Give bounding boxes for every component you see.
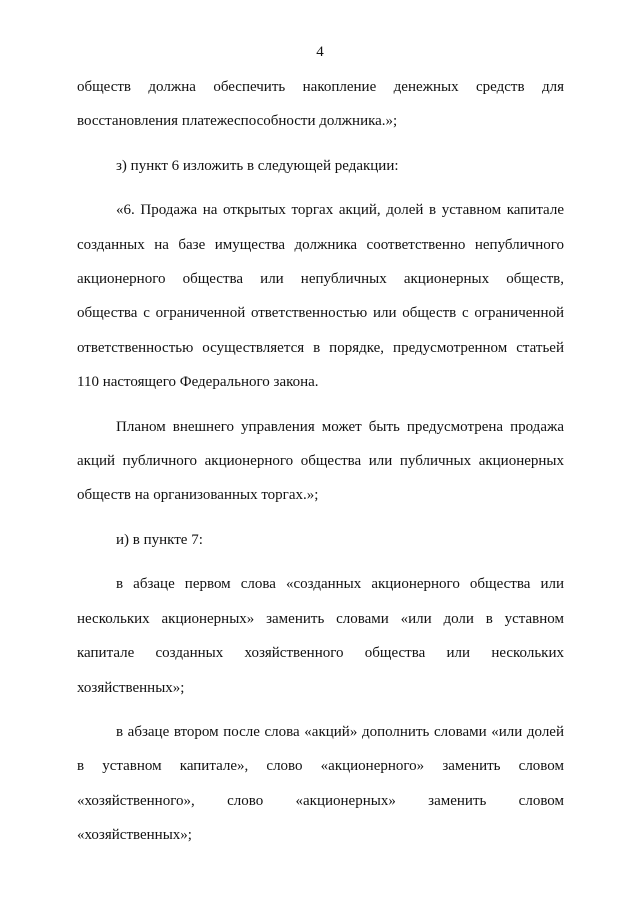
text-line: в уставном капитале», слово «акционерного» заменить словом bbox=[77, 758, 564, 775]
text-line: «хозяйственных»; bbox=[77, 827, 192, 844]
document-body bbox=[77, 70, 564, 853]
text-line: Планом внешнего управления может быть предусмотрена продажа bbox=[116, 418, 564, 435]
text-line: ответственностью осуществляется в порядке, предусмотренном статьей bbox=[77, 339, 564, 356]
text-line: созданных на базе имущества должника соответственно непубличного bbox=[77, 236, 564, 253]
text-line: капитале созданных хозяйственного общества или нескольких bbox=[77, 645, 564, 662]
text-line: 110 настоящего Федерального закона. bbox=[77, 374, 319, 391]
page-number: 4 bbox=[316, 44, 324, 60]
text-line: в абзаце втором после слова «акций» дополнить словами «или долей bbox=[116, 723, 564, 740]
text-line: нескольких акционерных» заменить словами «или доли в уставном bbox=[77, 610, 564, 627]
text-line: восстановления платежеспособности должника.»; bbox=[77, 113, 398, 130]
text-line: «6. Продажа на открытых торгах акций, долей в уставном капитале bbox=[116, 202, 564, 219]
text-line: «хозяйственного», слово «акционерных» заменить словом bbox=[77, 792, 564, 809]
text-line: обществ на организованных торгах.»; bbox=[77, 487, 319, 504]
text-line: хозяйственных»; bbox=[77, 679, 185, 696]
text-line: з) пункт 6 изложить в следующей редакции: bbox=[116, 157, 399, 174]
text-line: и) в пункте 7: bbox=[116, 531, 203, 548]
text-line: акционерного общества или непубличных акционерных обществ, bbox=[77, 271, 564, 288]
text-line: общества с ограниченной ответственностью или обществ с ограниченной bbox=[77, 305, 564, 322]
text-line: акций публичного акционерного общества или публичных акционерных bbox=[77, 453, 564, 470]
text-line: обществ должна обеспечить накопление денежных средств для bbox=[77, 79, 564, 95]
text-line: в абзаце первом слова «созданных акционерного общества или bbox=[116, 576, 564, 593]
